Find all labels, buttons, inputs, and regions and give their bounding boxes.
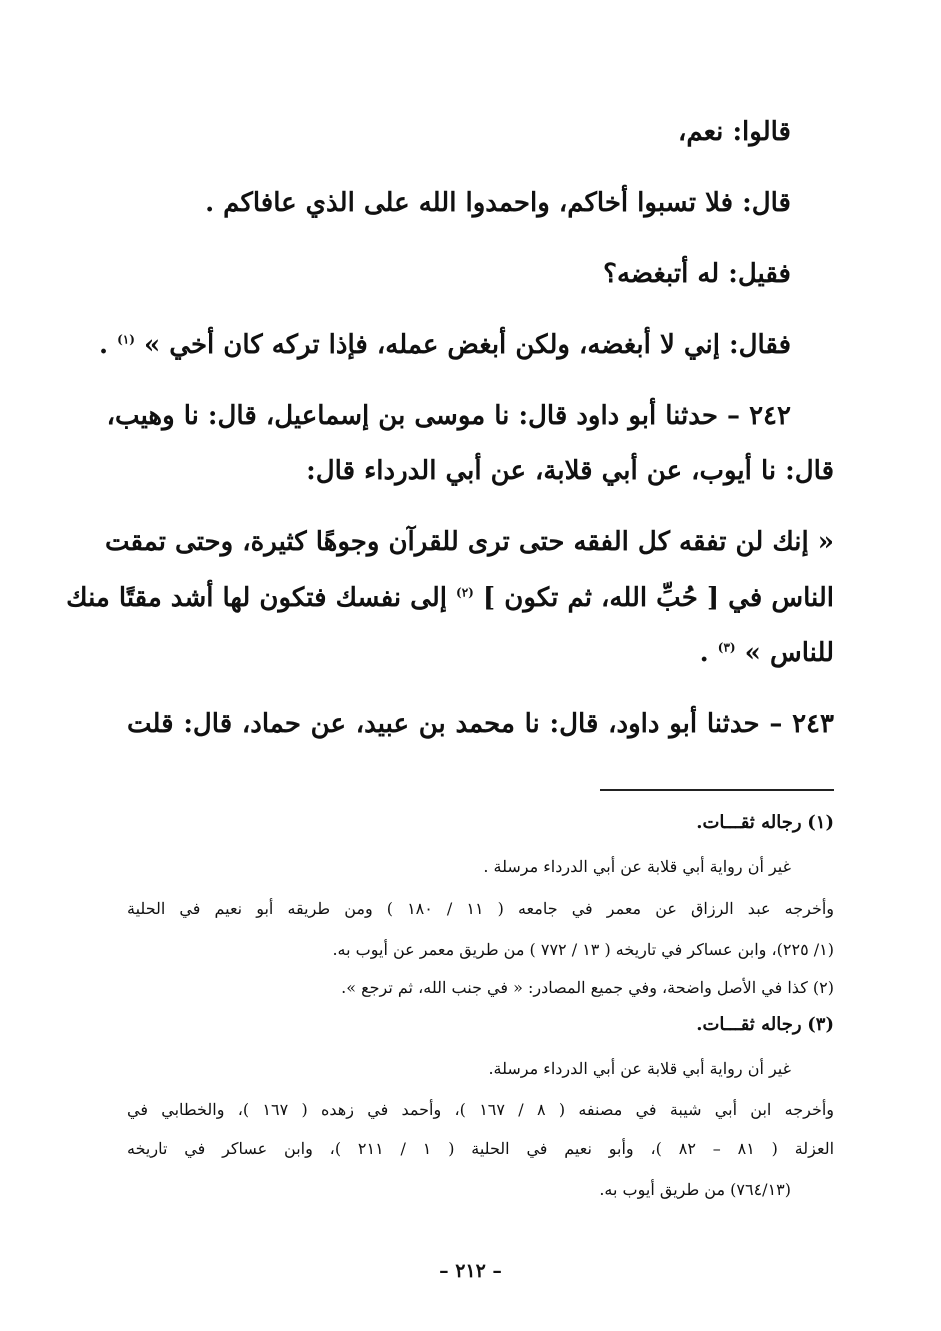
text-line-4-end: . [98, 330, 109, 360]
page-number: – ٢١٢ – [439, 1260, 502, 1282]
text-line-3: فقيل: له أتبغضه؟ [603, 259, 791, 289]
footnote-ref-2: (٢) [456, 585, 474, 600]
footnote-ref-1: (١) [117, 332, 135, 347]
text-line-4-body: فقال: إني لا أبغضه، ولكن أبغض عمله، فإذا تركه كان أخي » [143, 330, 791, 360]
footnote-1-title: رجاله ثقـــات. [696, 812, 802, 833]
footnote-1-line-2: وأخرجه عبد الرزاق عن معمر في جامعه ( ١١ / ١٨٠ ) ومن طريقه أبو نعيم في الحلية [127, 899, 835, 918]
footnote-3-line-4: (٧٦٤/١٣) من طريق أيوب به. [599, 1180, 791, 1199]
footnote-3-title: رجاله ثقـــات. [696, 1014, 802, 1035]
quote-line-3-body: للناس » [744, 638, 834, 668]
quote-line-2-a: الناس في [ حُبِّ الله، ثم تكون ] [482, 583, 834, 613]
text-line-4 [99, 330, 791, 360]
footnote-3-number: (٣) [807, 1014, 834, 1035]
footnote-ref-3: (٣) [717, 640, 736, 655]
footnote-3-line-3: العزلة ( ٨١ – ٨٢ )، وأبو نعيم في الحلية ( ١ / ٢١١ )، وابن عساكر في تاريخه [127, 1139, 835, 1158]
footnote-3-line-2: وأخرجه ابن أبي شيبة في مصنفه ( ٨ / ١٦٧ )، وأحمد في زهده ( ١٦٧ )، والخطابي في [127, 1100, 835, 1119]
footnote-1-number: (١) [807, 812, 834, 833]
quote-line-1: « إنك لن تفقه كل الفقه حتى ترى للقرآن وجوهًا كثيرة، وحتى تمقت [105, 527, 834, 557]
footnote-3-heading [696, 1014, 834, 1035]
text-line-2: قال: فلا تسبوا أخاكم، واحمدوا الله على الذي عافاكم . [205, 188, 791, 218]
footnote-2: (٢) كذا في الأصل واضحة، وفي جميع المصادر: « في جنب الله، ثم ترجع ». [341, 978, 834, 997]
text-line-1: قالوا: نعم، [677, 117, 791, 147]
quote-line-2-b: إلى نفسك فتكون لها أشد مقتًا منك [66, 583, 447, 613]
hadith-242-line-1: ٢٤٢ – حدثنا أبو داود قال: نا موسى بن إسماعيل، قال: نا وهيب، [106, 401, 791, 431]
quote-line-3-end: . [699, 638, 709, 668]
hadith-243-line-1: ٢٤٣ – حدثنا أبو داود، قال: نا محمد بن عبيد، عن حماد، قال: قلت [127, 709, 834, 739]
footnote-1-line-3: (١/ ٢٢٥)، وابن عساكر في تاريخه ( ١٣ / ٧٧٢ ) من طريق معمر عن أيوب به. [332, 940, 834, 959]
hadith-242-line-2: قال: نا أيوب، عن أبي قلابة، عن أبي الدرداء قال: [306, 456, 834, 486]
footnote-3-line-1: غير أن رواية أبي قلابة عن أبي الدرداء مرسلة. [488, 1059, 791, 1078]
quote-line-2 [66, 583, 834, 613]
footnote-separator [600, 789, 834, 791]
quote-line-3 [700, 638, 834, 668]
footnote-1-heading [696, 812, 834, 833]
footnote-1-line-1: غير أن رواية أبي قلابة عن أبي الدرداء مرسلة . [483, 857, 791, 876]
